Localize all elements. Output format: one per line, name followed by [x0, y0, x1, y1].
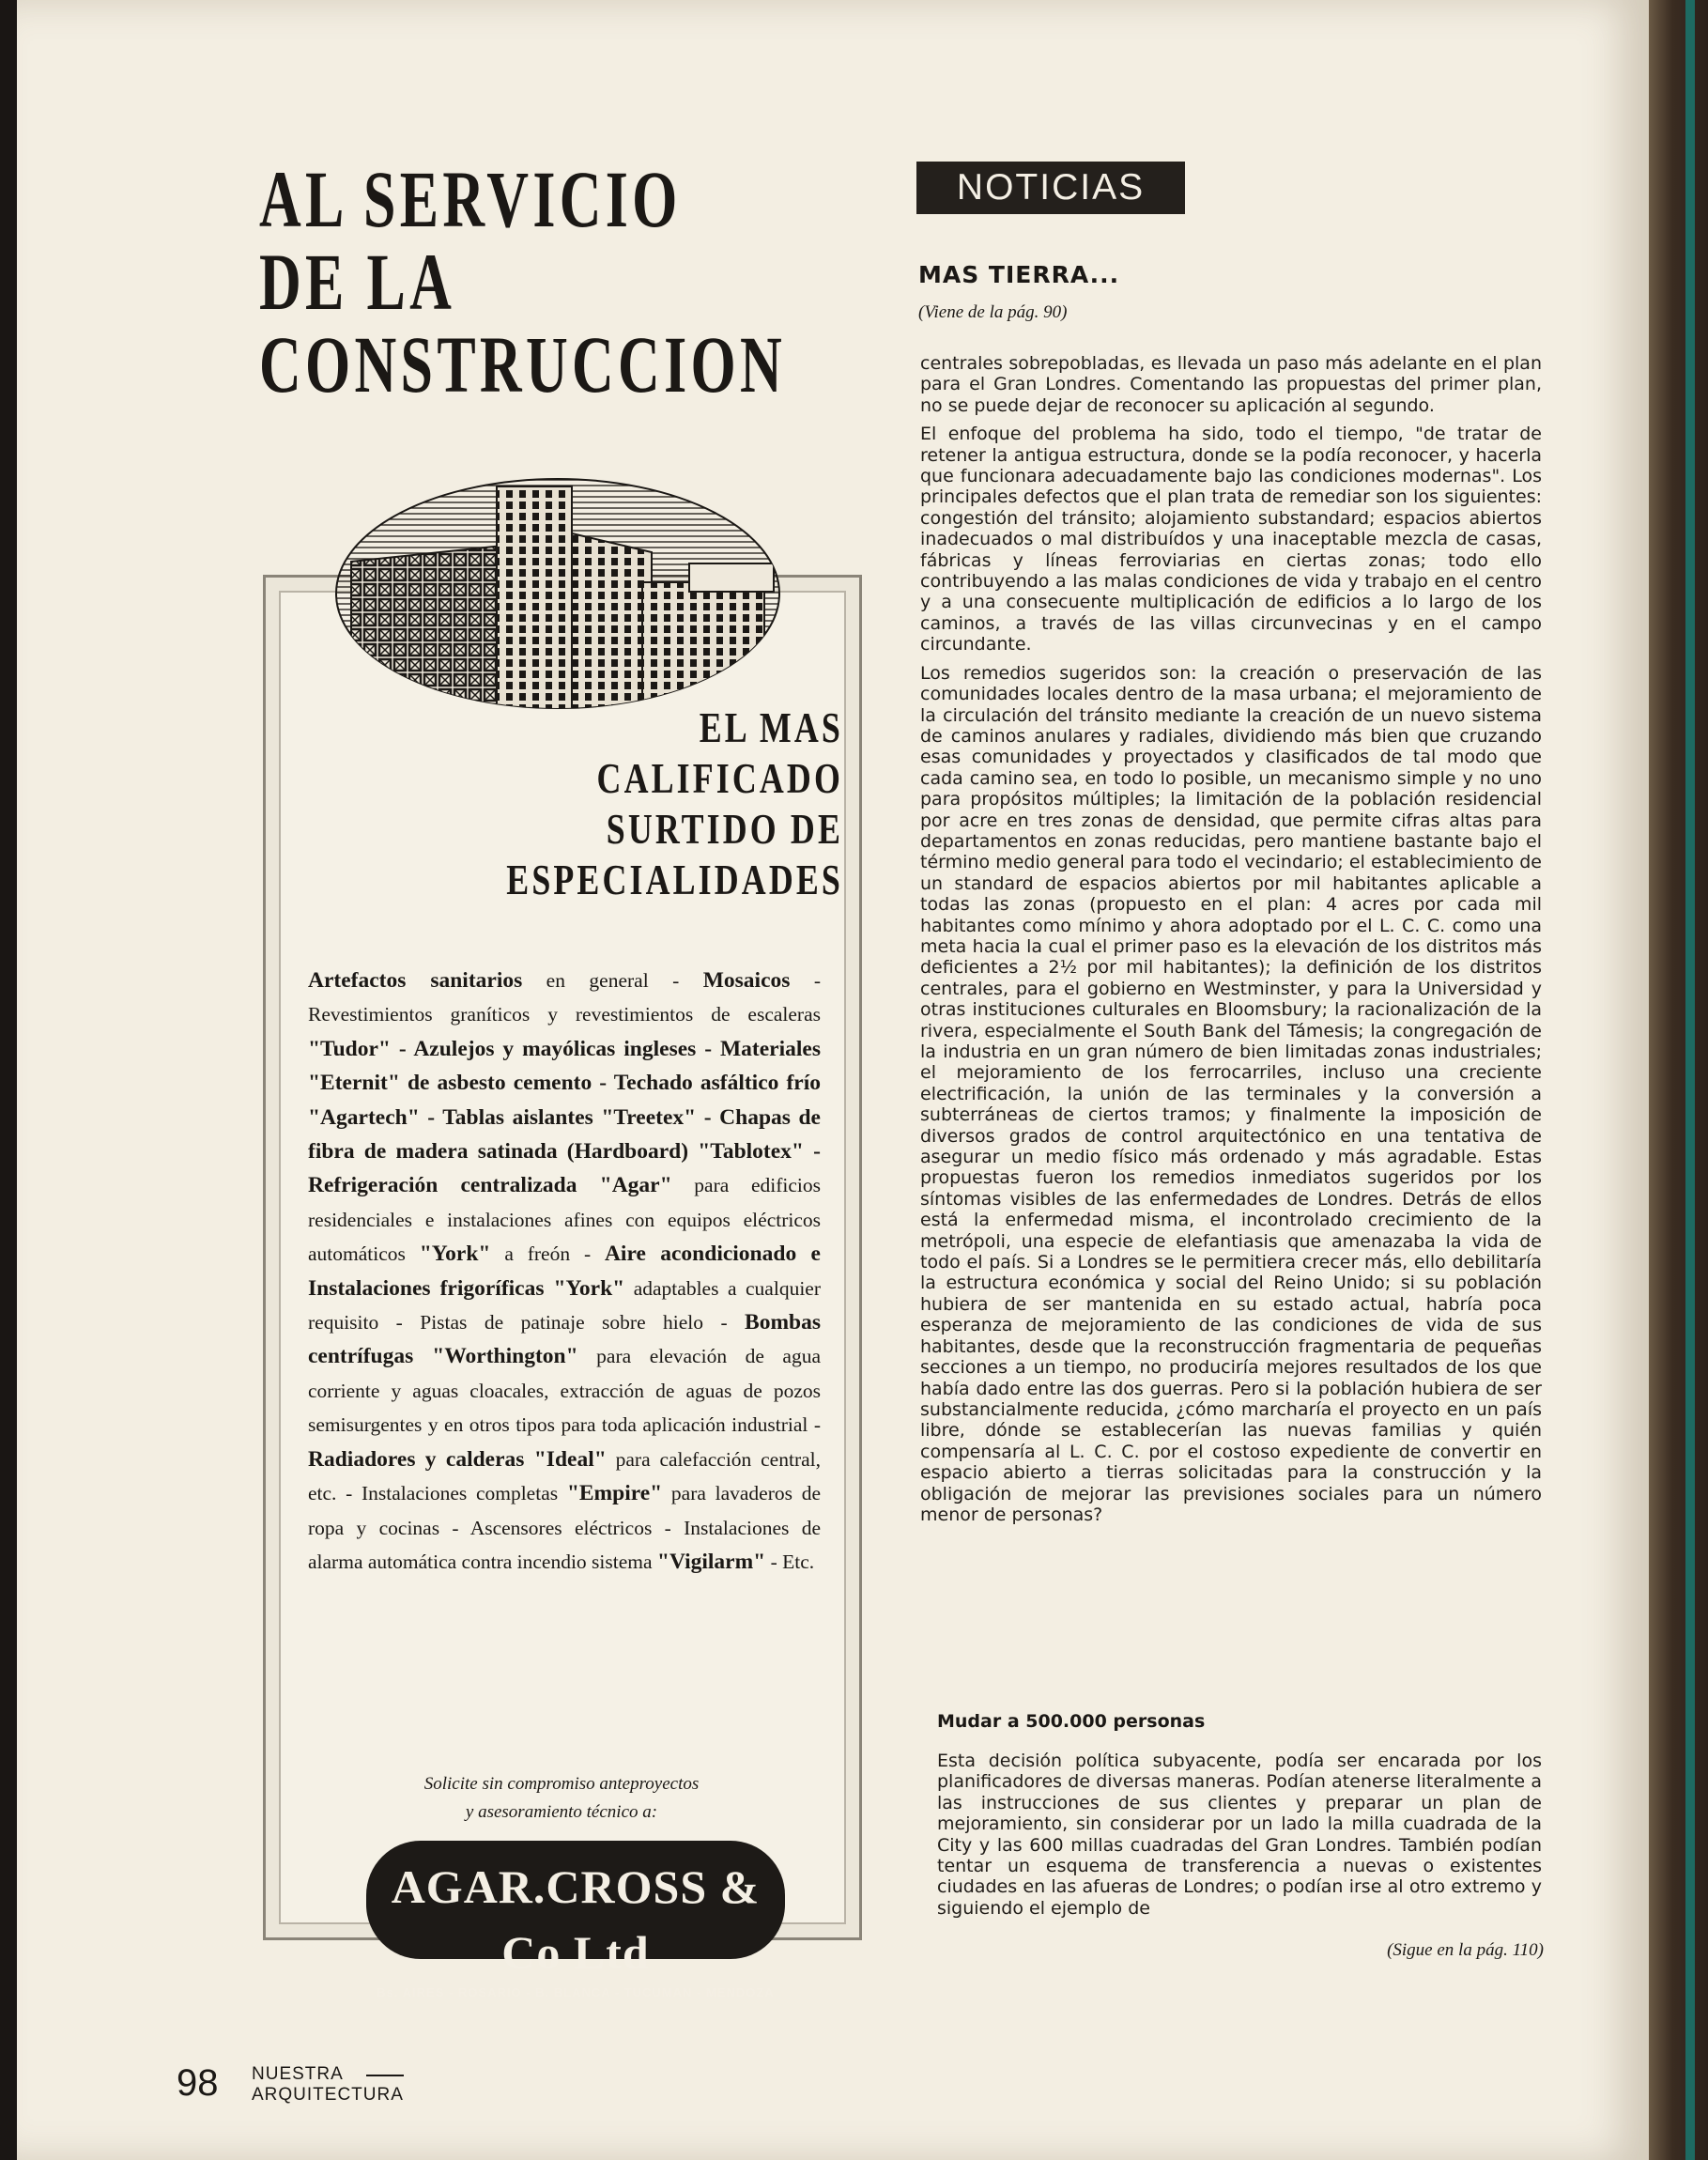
ad-headline: [259, 154, 787, 409]
ad-subheadline: [448, 702, 843, 905]
magazine-name-line: ARQUITECTURA: [252, 2085, 404, 2105]
ad-product-text: en general -: [522, 969, 703, 992]
article-continuation-ref: (Viene de la pág. 90): [918, 302, 1068, 322]
ad-product-text: - Revestimientos graníticos y revestimientos de escaleras: [308, 969, 822, 1026]
page-number: 98: [177, 2062, 219, 2104]
article-paragraph: El enfoque del problema ha sido, todo el tiempo, "de tratar de retener la antigua estructura, donde se la podía reconocer, y hacerla que funcionara adecuadamente bajo las condiciones modernas". Los principales defectos que el plan trata de remediar son los siguientes: congestión del tránsito; alojamiento substandard; espacios abiertos inadecuados o mal distribuídos y una inaceptable mezcla de casas, fábricas y líneas ferroviarias en ciertas zonas; todo ello contribuyendo a las malas condiciones de vida y trabajo en el centro y a una consecuente multiplicación de edificios a lo largo de los caminos, a través de las villas circunvecinas y en el campo circundante.: [920, 424, 1542, 656]
article-body: [920, 353, 1542, 1533]
ad-product-text: para lavaderos de ropa y cocinas - Ascensores eléctricos - Instalaciones de alarma automática contra incendio sistema: [308, 1482, 822, 1573]
article-paragraph: centrales sobrepobladas, es llevada un paso más adelante en el plan para el Gran Londres. Comentando las propuestas del primer plan, no se puede dejar de reconocer su aplicación al segundo.: [920, 353, 1542, 416]
article-subheading: Mudar a 500.000 personas: [937, 1711, 1206, 1732]
ad-product-name: "York": [419, 1242, 491, 1267]
ad-product-text: - Etc.: [765, 1550, 815, 1573]
ad-product-name: Radiadores y calderas "Ideal": [308, 1446, 607, 1472]
binding-stripe: [1685, 0, 1695, 2160]
ad-headline-line: AL SERVICIO: [259, 154, 682, 244]
building-illustration: [332, 477, 783, 723]
book-binding: [1649, 0, 1708, 2160]
ad-product-name: Mosaicos: [702, 968, 791, 993]
agar-cross-logo: [366, 1841, 785, 1999]
ad-product-name: Bombas centrífugas "Worthington": [308, 1310, 821, 1369]
ad-product-name: Artefactos sanitarios: [308, 968, 523, 993]
article-title: MAS TIERRA...: [918, 261, 1120, 288]
magazine-name-line: NUESTRA: [252, 2064, 344, 2084]
ad-product-text: adaptables a cualquier requisito - Pistas de patinaje sobre hielo -: [308, 1276, 821, 1335]
ad-call-to-action: [355, 1770, 768, 1827]
ad-product-name: Aire acondicionado e Instalaciones frigoríficas "York": [308, 1242, 821, 1301]
article-paragraph: Los remedios sugeridos son: la creación o preservación de las comunidades locales dentro de la masa urbana; el mejoramiento de la circulación del tránsito mediante la creación de un nuevo sistema de caminos anulares y radiales, dividiendo más bien que cruzando esas comunidades y proyectados y clasificados de tal modo que cada camino sea, en todo lo posible, un mecanismo simple y no uno para propósitos múltiples; la limitación de la población residencial por acre en tres zonas de densidad, que permite cifras altas para departamentos en zonas reducidas, pero mantiene bastante bajo el término medio general para todo el vecindario; el establecimiento de un standard de espacios abiertos por mil habitantes aplicable a todas las zonas (propuesto en el plan: 4 acres por cada mil habitantes como mínimo y ahora adoptado por el L. C. C. como una meta hacia la cual el primer paso es la elevación de los distritos más deficientes a 2½ por mil habitantes); la definición de los distritos centrales, para el gobierno en Westminster, y para la Universidad y otras instituciones culturales en Bloomsbury; la racionalización de la rivera, especialmente el South Bank del Támesis; la congregación de la industria en un gran número de bien limitadas zonas industriales; el mejoramiento de los ferrocarriles, incluso una creciente electrificación, la unión de las terminales y la conversión a subterráneas de ciertos tramos; y finalmente la imposición de diversos grados de control arquitectónico en una tentativa de asegurar un medio físico más ordenado y más agradable. Estas propuestas fueron los remedios inmediatos sugeridos por los síntomas visibles de las enfermedades de Londres. Detrás de ellos está la enfermedad misma, el incontrolado crecimiento de la metrópoli, una especie de elefantiasis que amenazaba la vida de todo el país. Si a Londres se le permitiera crecer más, ello debilitaría la estructura económica y social del Reino Unido; si su población hubiera de ser mantenida en su estado actual, habría poca esperanza de mejoramiento de las condiciones de vida de sus habitantes, desde que la reconstrucción fragmentaria de pequeñas secciones a un tiempo, no produciría mejores resultados de los que había dado entre las dos guerras. Pero si la población hubiera de ser substancialmente reducida, ¿cómo marcharía el proyecto en un país libre, dónde se establecerían las nuevas familias y quién compensaría al L. C. C. por el costoso expediente de convertir en espacio abierto a tierras solicitadas para la construcción y la obligación de mejorar las previsiones sociales para un número menor de personas?: [920, 662, 1542, 1525]
ad-product-text: a freón -: [490, 1242, 605, 1266]
section-label: NOTICIAS: [916, 162, 1185, 214]
ad-headline-line: CONSTRUCCION: [259, 319, 787, 409]
article-continued-note: (Sigue en la pág. 110): [1387, 1940, 1544, 1960]
ad-subheadline-line: ESPECIALIDADES: [506, 856, 843, 903]
ad-product-text: para edificios residenciales e instalaciones afines con equipos eléctricos automáticos: [308, 1174, 821, 1266]
ad-product-name: "Tudor" - Azulejos y mayólicas ingleses - Materiales "Eternit" de asbesto cemento - Techado asfáltico frío "Agartech" - Tablas aislantes "Treetex" - Chapas de fibra de madera satinada (Hardboard) "Tablotex" - Refrigeración centralizada "Agar": [308, 1036, 821, 1198]
ad-subheadline-line: CALIFICADO SURTIDO DE: [596, 754, 843, 853]
ad-product-text: para elevación de agua corriente y aguas cloacales, extracción de aguas de pozos semisurgentes y en otros tipos para toda aplicación industrial -: [308, 1345, 821, 1437]
logo-brand-name: AGAR.CROSS & Co Ltd: [391, 1860, 761, 1979]
ad-subheadline-line: EL MAS: [699, 703, 843, 751]
ad-cta-line: Solicite sin compromiso anteproyectos: [423, 1774, 700, 1794]
ad-product-name: "Empire": [566, 1481, 663, 1506]
ad-product-name: "Vigilarm": [656, 1549, 766, 1574]
ad-product-text: para calefacción central, etc. - Instalaciones completas: [308, 1447, 821, 1505]
logo-city-list: Bs. AIRES - ROSARIO - B. BLANCA - TUCUMAN - MENDOZA: [377, 1985, 775, 1999]
magazine-page: [17, 0, 1649, 2160]
article-paragraph: Esta decisión política subyacente, podía ser encarada por los planificadores de diversas maneras. Podían atenerse literalmente a las instrucciones de sus clientes y preparar un plan de mejoramiento, sin considerar por un lado la milla cuadrada de la City y las 600 millas cuadradas del Gran Londres. También podían tentar un esquema de transferencia a nuevas o existentes ciudades en las afueras de Londres; o podían irse al otro extremo y siguiendo el ejemplo de: [937, 1751, 1542, 1919]
ad-cta-line: y asesoramiento técnico a:: [465, 1802, 658, 1822]
ad-headline-line: DE LA: [259, 237, 456, 327]
magazine-name: [252, 2064, 404, 2106]
footer-rule: [366, 2075, 404, 2076]
ad-product-list: [308, 964, 821, 1579]
